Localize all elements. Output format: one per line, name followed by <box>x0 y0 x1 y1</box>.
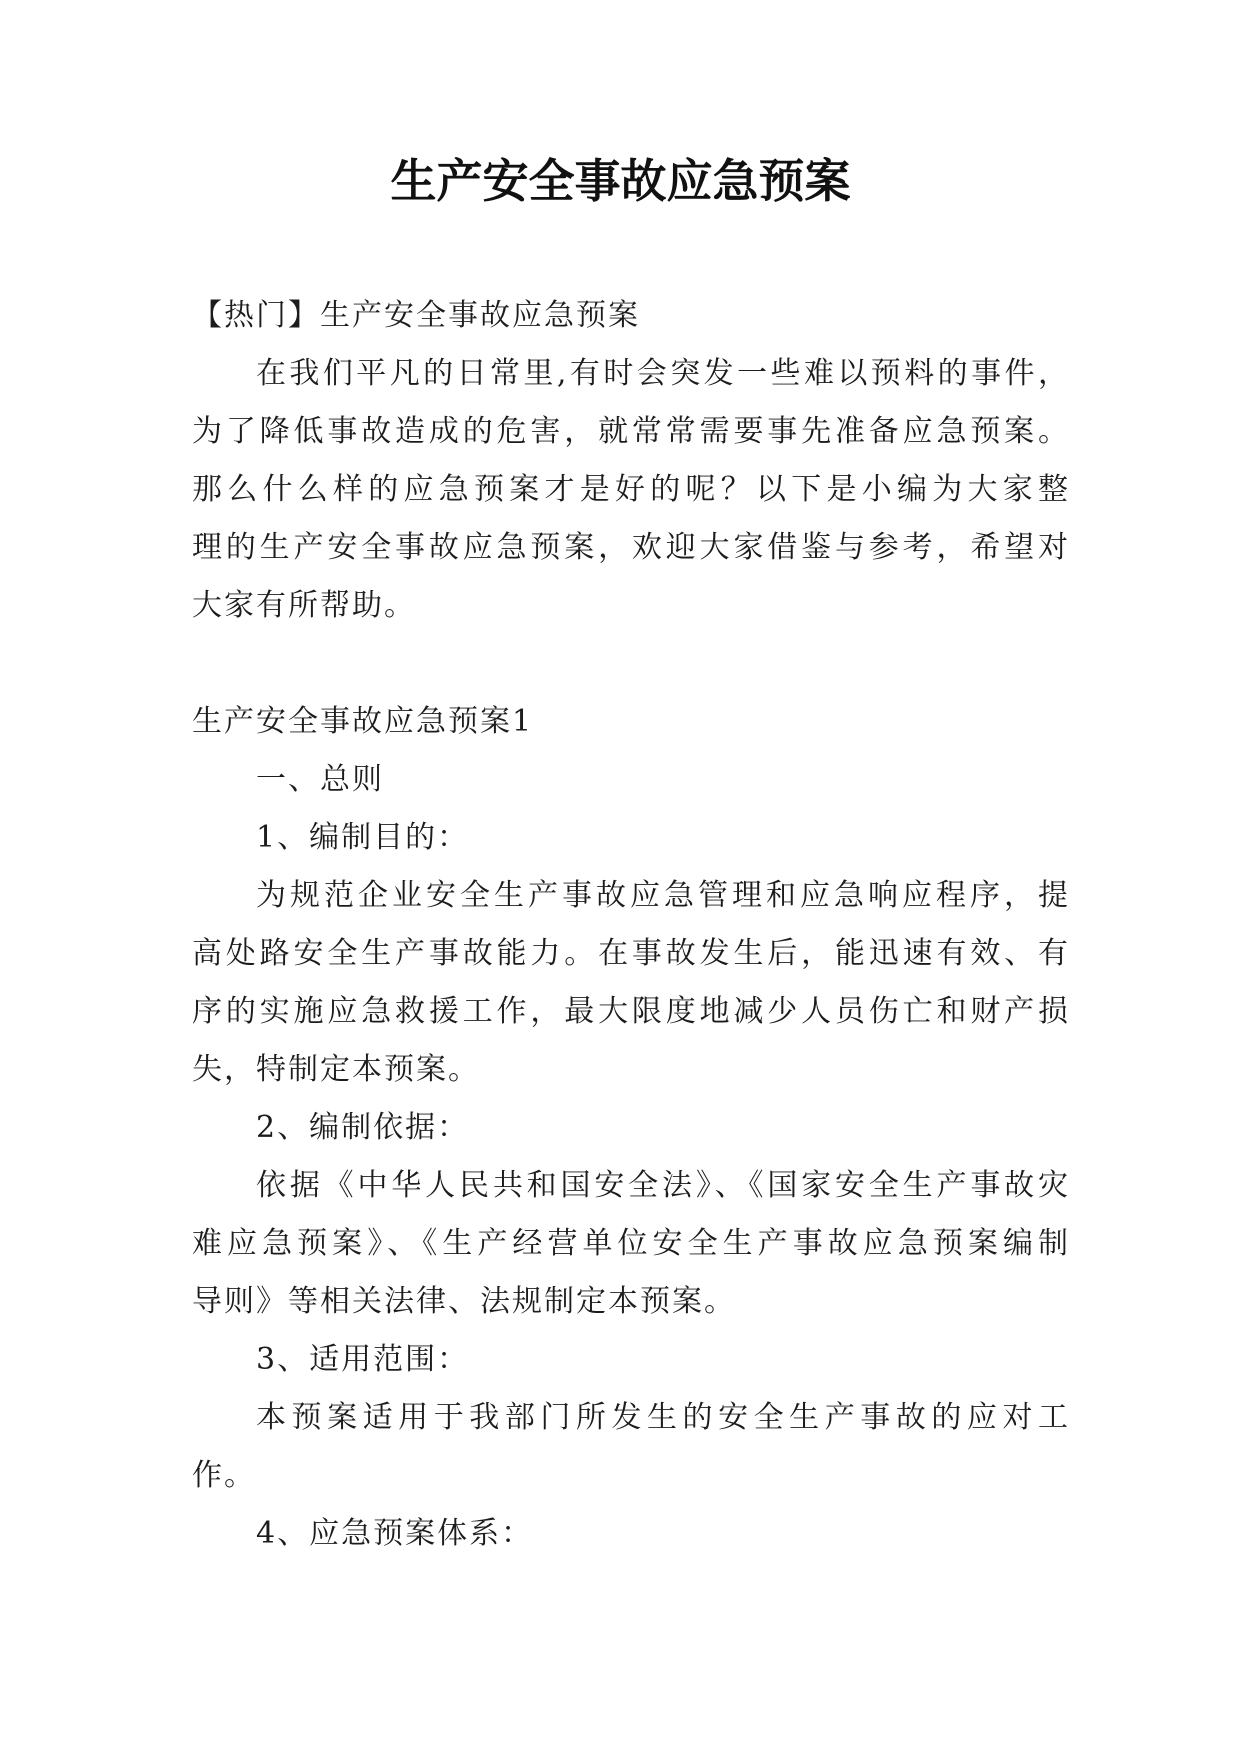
document-title: 生产安全事故应急预案 <box>390 154 851 208</box>
paragraph-line: 导则》等相关法律、法规制定本预案。 <box>192 1284 736 1319</box>
paragraph-line: 序的实施应急救援工作，最大限度地减少人员伤亡和财产损 <box>192 994 1070 1029</box>
paragraph-line: 大家有所帮助。 <box>192 588 416 623</box>
paragraph-line: 在我们平凡的日常里,有时会突发一些难以预料的事件， <box>256 356 1070 391</box>
paragraph-line: 难应急预案》、《生产经营单位安全生产事故应急预案编制 <box>192 1226 1070 1261</box>
basis-paragraph <box>192 1157 1070 1331</box>
paragraph-line: 2、编制依据： <box>256 1110 470 1145</box>
intro-paragraph <box>192 345 1070 635</box>
paragraph-line: 失，特制定本预案。 <box>192 1052 480 1087</box>
paragraph-line: 作。 <box>192 1458 256 1493</box>
scope-paragraph <box>192 1389 1070 1505</box>
paragraph-line: 1、编制目的： <box>256 820 470 855</box>
paragraph-line: 3、适用范围： <box>256 1342 470 1377</box>
paragraph-line: 4、应急预案体系： <box>256 1516 534 1551</box>
subheading-purpose <box>192 809 1070 867</box>
paragraph-line: 【热门】生产安全事故应急预案 <box>192 298 640 333</box>
paragraph-line: 高处路安全生产事故能力。在事故发生后，能迅速有效、有 <box>192 936 1070 971</box>
paragraph-line: 本预案适用于我部门所发生的安全生产事故的应对工 <box>256 1400 1070 1435</box>
subheading-system <box>192 1505 1070 1563</box>
subheading-basis <box>192 1099 1070 1157</box>
purpose-paragraph <box>192 867 1070 1099</box>
paragraph-line: 为了降低事故造成的危害，就常常需要事先准备应急预案。 <box>192 414 1070 449</box>
paragraph-line: 理的生产安全事故应急预案，欢迎大家借鉴与参考，希望对 <box>192 530 1070 565</box>
chapter-heading <box>192 751 1070 809</box>
intro-heading <box>192 287 1070 345</box>
paragraph-line: 依据《中华人民共和国安全法》、《国家安全生产事故灾 <box>256 1168 1070 1203</box>
paragraph-line: 为规范企业安全生产事故应急管理和应急响应程序，提 <box>256 878 1070 913</box>
section-heading <box>192 693 1070 751</box>
paragraph-line: 一、总则 <box>256 762 384 797</box>
paragraph-line: 那么什么样的应急预案才是好的呢？以下是小编为大家整 <box>192 472 1070 507</box>
paragraph-line: 生产安全事故应急预案1 <box>192 704 534 739</box>
subheading-scope <box>192 1331 1070 1389</box>
document-body <box>192 287 1070 1563</box>
